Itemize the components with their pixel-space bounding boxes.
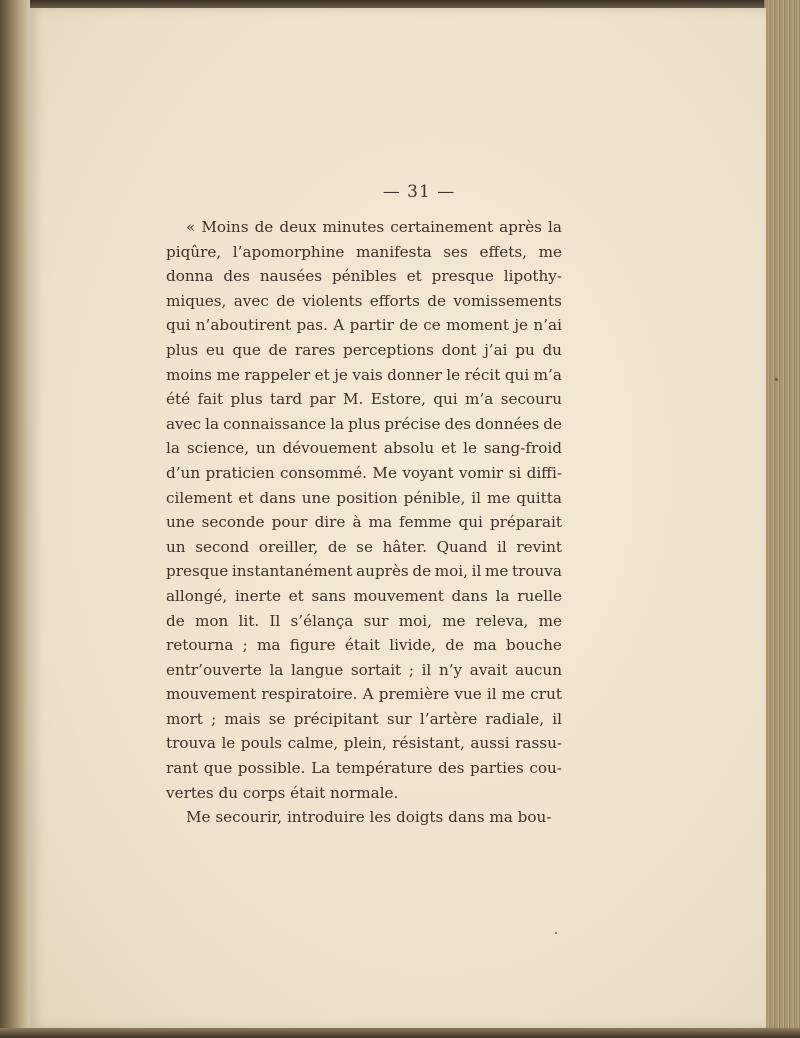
text-line: d’un praticien consommé. Me voyant vomir si diffi- <box>166 463 562 482</box>
page-stack-edge <box>764 0 800 1038</box>
scan-bottom-edge <box>0 1028 800 1038</box>
ink-speck <box>775 378 778 381</box>
text-line: entr’ouverte la langue sortait ; il n’y avait aucun <box>166 660 562 679</box>
text-line: trouva le pouls calme, plein, résistant, aussi rassu- <box>166 734 562 753</box>
text-line: de mon lit. Il s’élança sur moi, me releva, me <box>166 611 562 630</box>
text-line: presque instantanément auprès de moi, il me trouva <box>166 562 562 581</box>
text-line: vertes du corps était normale. <box>166 783 399 802</box>
book-page <box>30 8 766 1028</box>
text-line: Me secourir, introduire les doigts dans ma bou- <box>186 808 552 827</box>
text-line: piqûre, l’apomorphine manifesta ses effets, me <box>166 242 562 261</box>
ink-speck <box>555 932 557 934</box>
text-line: mort ; mais se précipitant sur l’artère radiale, il <box>166 709 562 728</box>
body-text <box>166 215 562 830</box>
text-line: donna des nausées pénibles et presque lipothy- <box>166 267 562 286</box>
text-line: retourna ; ma figure était livide, de ma bouche <box>166 636 562 655</box>
text-line: la science, un dévouement absolu et le sang-froid <box>166 439 562 458</box>
text-line: « Moins de deux minutes certainement après la <box>186 218 562 236</box>
text-line: miques, avec de violents efforts de vomissements <box>166 291 562 310</box>
text-line: une seconde pour dire à ma femme qui préparait <box>166 513 562 532</box>
text-line: été fait plus tard par M. Estore, qui m’a secouru <box>166 390 562 409</box>
text-line: qui n’aboutirent pas. A partir de ce moment je n’ai <box>166 316 562 335</box>
binding-edge <box>0 0 30 1038</box>
text-line: moins me rappeler et je vais donner le récit qui m’a <box>166 365 562 384</box>
text-line: avec la connaissance la plus précise des données de <box>166 414 562 433</box>
text-line: rant que possible. La température des parties cou- <box>166 759 562 778</box>
page-number: — 31 — <box>382 182 456 202</box>
text-line: cilement et dans une position pénible, il me quitta <box>166 488 562 507</box>
text-line: mouvement respiratoire. A première vue il me crut <box>166 685 562 704</box>
text-line: plus eu que de rares perceptions dont j’ai pu du <box>166 340 562 359</box>
text-line: allongé, inerte et sans mouvement dans la ruelle <box>166 586 562 605</box>
text-line: un second oreiller, de se hâter. Quand il revint <box>166 537 562 556</box>
